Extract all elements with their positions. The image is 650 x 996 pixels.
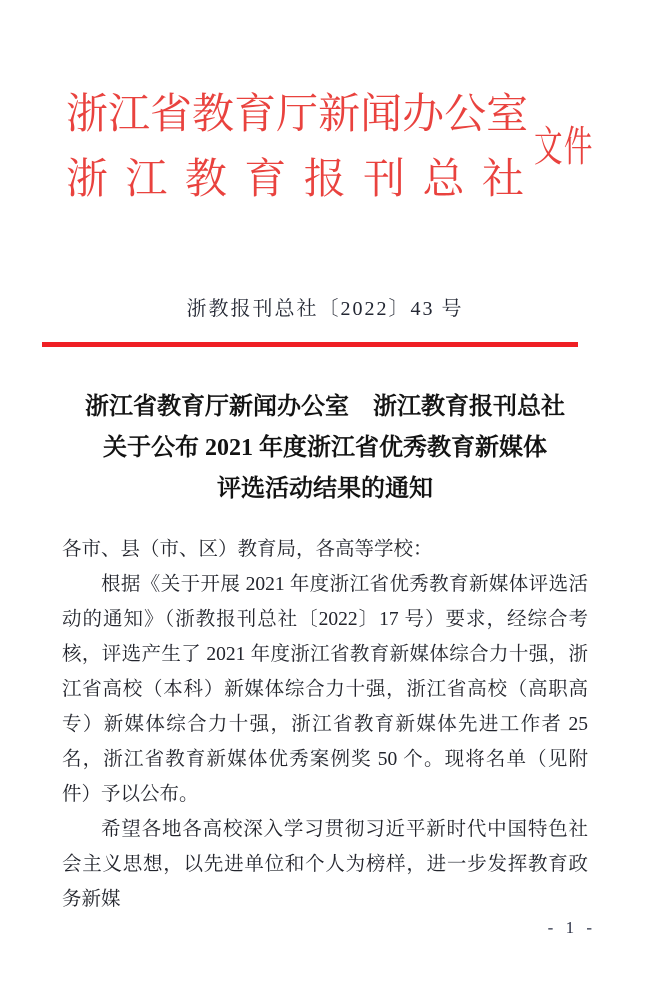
document-title (0, 387, 650, 510)
org-name-line-2: 浙 江 教 育 报 刊 总 社 (66, 157, 524, 203)
title-line-1: 浙江省教育厅新闻办公室 浙江教育报刊总社 (85, 394, 565, 420)
red-separator-line (42, 342, 578, 347)
title-line-2: 关于公布 2021 年度浙江省优秀教育新媒体 (103, 435, 547, 461)
document-page (0, 83, 650, 996)
title-line-3: 评选活动结果的通知 (217, 476, 433, 502)
org-name-line-1: 浙 江 省 教 育 厅 新 闻 办 公 室 (66, 92, 529, 138)
issuing-org-names (66, 83, 529, 213)
document-number: 浙教报刊总社〔2022〕43 号 (186, 298, 464, 320)
paragraph-2: 希望各地各高校深入学习贯彻习近平新时代中国特色社会主义思想，以先进单位和个人为榜样，进一步发挥教育政务新媒 (62, 819, 588, 910)
letterhead (66, 83, 650, 213)
salutation: 各市、县（市、区）教育局，各高等学校： (62, 539, 433, 560)
page-number: - 1 - (547, 918, 596, 937)
document-body (62, 532, 588, 917)
paragraph-1: 根据《关于开展 2021 年度浙江省优秀教育新媒体评选活动的通知》（浙教报刊总社〔2022〕17 号）要求，经综合考核，评选产生了 2021 年度浙江省教育新媒体综合力十强，浙江省高校（本科）新媒体综合力十强，浙江省高校（高职高专）新媒体综合力十强，浙江省教育新媒体先进工作者 25 名，浙江省教育新媒体优秀案例奖 50 个。现将名单（见附件）予以公布。 (62, 574, 588, 805)
doc-type-label: 文件 (534, 125, 594, 171)
